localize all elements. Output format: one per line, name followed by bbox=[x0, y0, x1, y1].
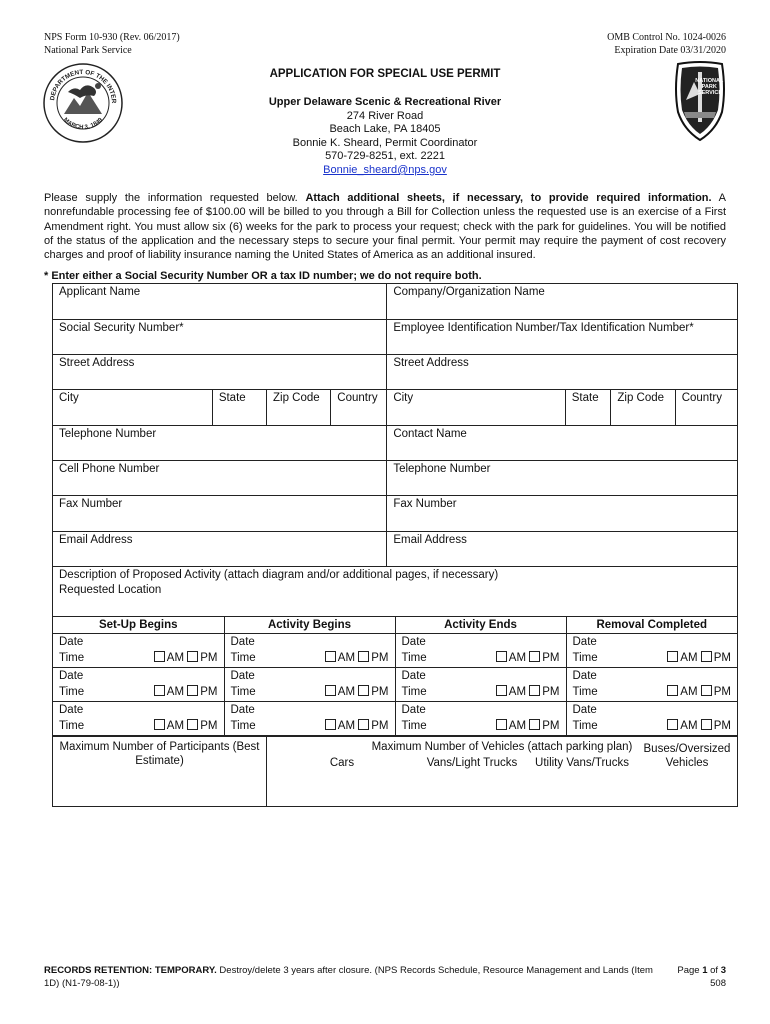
applicant-state-field[interactable]: State bbox=[212, 390, 266, 426]
pm-checkbox[interactable] bbox=[529, 651, 540, 662]
agency-name: National Park Service bbox=[44, 45, 132, 56]
am-checkbox[interactable] bbox=[496, 651, 507, 662]
company-fax-field[interactable]: Fax Number bbox=[387, 496, 738, 532]
ssn-note: * Enter either a Social Security Number OR a tax ID number; we do not require both. bbox=[44, 270, 482, 282]
am-checkbox[interactable] bbox=[154, 651, 165, 662]
applicant-zip-field[interactable]: Zip Code bbox=[266, 390, 330, 426]
park-address-line1: 274 River Road bbox=[346, 109, 424, 122]
activity-end-date-1[interactable]: Date bbox=[395, 633, 566, 650]
am-checkbox[interactable] bbox=[667, 719, 678, 730]
page-current: 1 bbox=[702, 965, 708, 976]
applicant-fax-field[interactable]: Fax Number bbox=[53, 496, 387, 532]
am-checkbox[interactable] bbox=[325, 719, 336, 730]
records-retention-label: RECORDS RETENTION: TEMPORARY. bbox=[44, 965, 217, 976]
activity-begins-header: Activity Begins bbox=[224, 617, 395, 634]
activity-begin-date-1[interactable]: Date bbox=[224, 633, 395, 650]
am-checkbox[interactable] bbox=[667, 651, 678, 662]
activity-end-time-3[interactable]: Time AM PM bbox=[395, 718, 566, 735]
am-checkbox[interactable] bbox=[325, 685, 336, 696]
park-email-link[interactable]: Bonnie_sheard@nps.gov bbox=[323, 163, 447, 176]
park-contact-block bbox=[0, 96, 770, 178]
page-number-block: Page 1 of 3 508 bbox=[677, 965, 726, 989]
requested-location-field[interactable]: Requested Location bbox=[53, 582, 738, 616]
applicant-telephone-field[interactable]: Telephone Number bbox=[53, 426, 387, 461]
pm-checkbox[interactable] bbox=[358, 651, 369, 662]
schedule-table bbox=[53, 617, 737, 736]
setup-time-1[interactable]: Time AM PM bbox=[53, 650, 224, 667]
activity-end-date-3[interactable]: Date bbox=[395, 701, 566, 718]
company-telephone-field[interactable]: Telephone Number bbox=[387, 461, 738, 496]
removal-date-3[interactable]: Date bbox=[572, 703, 597, 716]
activity-begin-time-3[interactable]: Time AM PM bbox=[224, 718, 395, 735]
seal-top-text: DEPARTMENT OF THE INTER bbox=[49, 68, 118, 104]
page-code: 508 bbox=[710, 978, 726, 989]
am-checkbox[interactable] bbox=[325, 651, 336, 662]
park-name: Upper Delaware Scenic & Recreational River bbox=[268, 96, 502, 108]
applicant-country-field[interactable]: Country bbox=[331, 390, 387, 426]
form-title: APPLICATION FOR SPECIAL USE PERMIT bbox=[269, 68, 501, 80]
pm-checkbox[interactable] bbox=[187, 719, 198, 730]
pm-checkbox[interactable] bbox=[529, 685, 540, 696]
max-vehicles-label: Maximum Number of Vehicles (attach parking plan) bbox=[371, 740, 633, 753]
company-street-field[interactable]: Street Address bbox=[387, 355, 738, 390]
instructions-lead: Please supply the information requested below. bbox=[44, 192, 298, 204]
activity-end-time-1[interactable]: Time AM PM bbox=[395, 650, 566, 667]
company-state-field[interactable]: State bbox=[565, 390, 611, 426]
removal-date-2[interactable]: Date bbox=[572, 669, 597, 682]
removal-date-1[interactable]: Date bbox=[572, 635, 597, 648]
am-checkbox[interactable] bbox=[154, 719, 165, 730]
omb-control-number: OMB Control No. 1024-0026 bbox=[607, 32, 726, 43]
setup-begins-header: Set-Up Begins bbox=[53, 617, 224, 634]
removal-time-1[interactable]: Time AM PM bbox=[566, 650, 737, 667]
form-number: NPS Form 10-930 (Rev. 06/2017) bbox=[44, 32, 180, 43]
page-total: 3 bbox=[720, 965, 726, 976]
activity-begin-date-2[interactable]: Date bbox=[224, 667, 395, 684]
park-phone: 570-729-8251, ext. 2221 bbox=[325, 150, 445, 163]
pm-checkbox[interactable] bbox=[701, 685, 712, 696]
removal-completed-header: Removal Completed bbox=[566, 617, 737, 634]
ein-field[interactable]: Employee Identification Number/Tax Identification Number* bbox=[387, 320, 738, 355]
pm-checkbox[interactable] bbox=[187, 651, 198, 662]
activity-begin-date-3[interactable]: Date bbox=[224, 701, 395, 718]
pm-checkbox[interactable] bbox=[701, 651, 712, 662]
applicant-email-field[interactable]: Email Address bbox=[53, 532, 387, 567]
company-country-field[interactable]: Country bbox=[675, 390, 737, 426]
applicant-city-field[interactable]: City bbox=[53, 390, 213, 426]
max-vehicles-block bbox=[266, 736, 737, 806]
company-email-field[interactable]: Email Address bbox=[387, 532, 738, 567]
pm-checkbox[interactable] bbox=[701, 719, 712, 730]
activity-ends-header: Activity Ends bbox=[395, 617, 566, 634]
park-contact-name: Bonnie K. Sheard, Permit Coordinator bbox=[292, 136, 478, 149]
pm-checkbox[interactable] bbox=[358, 685, 369, 696]
max-participants-field[interactable]: Maximum Number of Participants (Best Estimate) bbox=[53, 736, 267, 806]
setup-time-3[interactable]: Time AM PM bbox=[53, 718, 224, 735]
applicant-cell-field[interactable]: Cell Phone Number bbox=[53, 461, 387, 496]
am-checkbox[interactable] bbox=[154, 685, 165, 696]
instructions-paragraph bbox=[44, 191, 726, 262]
svg-text:NATIONAL PARK SERV: NATIONAL PARK SERVICE bbox=[695, 78, 724, 96]
records-retention-text: Destroy/delete 3 years after closure. (NPS Records Schedule, Resource Management and Lands (Item 1D) (N1-79-08-1)) bbox=[44, 965, 653, 989]
company-zip-field[interactable]: Zip Code bbox=[611, 390, 675, 426]
applicant-name-field[interactable]: Applicant Name bbox=[53, 284, 387, 320]
company-name-field[interactable]: Company/Organization Name bbox=[387, 284, 738, 320]
form-header-left bbox=[44, 31, 180, 57]
park-address-line2: Beach Lake, PA 18405 bbox=[329, 123, 441, 136]
activity-end-time-2[interactable]: Time AM PM bbox=[395, 684, 566, 701]
activity-begin-time-2[interactable]: Time AM PM bbox=[224, 684, 395, 701]
activity-end-date-2[interactable]: Date bbox=[395, 667, 566, 684]
setup-date-3[interactable]: Date bbox=[53, 701, 224, 718]
setup-date-1[interactable]: Date bbox=[53, 633, 224, 650]
seal-bottom-text: MARCH 3, 1849 bbox=[61, 117, 105, 131]
company-contact-name-field[interactable]: Contact Name bbox=[387, 426, 738, 461]
setup-time-2[interactable]: Time AM PM bbox=[53, 684, 224, 701]
removal-time-2[interactable]: Time AM PM bbox=[566, 684, 737, 701]
company-city-field[interactable]: City bbox=[387, 390, 565, 426]
utility-vans-field[interactable]: Utility Vans/Trucks bbox=[535, 756, 629, 769]
schedule-block bbox=[53, 616, 738, 736]
activity-description-field[interactable]: Description of Proposed Activity (attach diagram and/or additional pages, if necessary) bbox=[53, 567, 738, 583]
application-form-table bbox=[52, 283, 738, 807]
pm-checkbox[interactable] bbox=[187, 685, 198, 696]
expiration-date: Expiration Date 03/31/2020 bbox=[614, 45, 726, 56]
pm-checkbox[interactable] bbox=[358, 719, 369, 730]
am-checkbox[interactable] bbox=[667, 685, 678, 696]
instructions-body: A nonrefundable processing fee of $100.00 will be billed to you through a Bill for Collection unless the requested use is an exercise of a First Amendment right. You must allow six (6) weeks for the park to process your request; check with the park for guidelines. You will be notified of the status of the application and the necessary steps to secure your final permit. Your permit may require the payment of cost recovery charges and proof of liability insurance naming the United States of America as an additional insured. bbox=[44, 192, 726, 262]
setup-date-2[interactable]: Date bbox=[53, 667, 224, 684]
ssn-field[interactable]: Social Security Number* bbox=[53, 320, 387, 355]
activity-begin-time-1[interactable]: Time AM PM bbox=[224, 650, 395, 667]
removal-time-3[interactable]: Time AM PM bbox=[566, 718, 737, 735]
am-checkbox[interactable] bbox=[496, 719, 507, 730]
records-retention-footer bbox=[44, 964, 664, 990]
am-checkbox[interactable] bbox=[496, 685, 507, 696]
vans-light-trucks-field[interactable]: Vans/Light Trucks bbox=[426, 756, 518, 769]
form-header-right bbox=[607, 31, 726, 57]
cars-field[interactable]: Cars bbox=[329, 756, 355, 769]
pm-checkbox[interactable] bbox=[529, 719, 540, 730]
applicant-street-field[interactable]: Street Address bbox=[53, 355, 387, 390]
instructions-emphasis: Attach additional sheets, if necessary, to provide required information. bbox=[305, 192, 712, 204]
buses-oversized-field[interactable]: Buses/Oversized Vehicles bbox=[643, 742, 731, 769]
